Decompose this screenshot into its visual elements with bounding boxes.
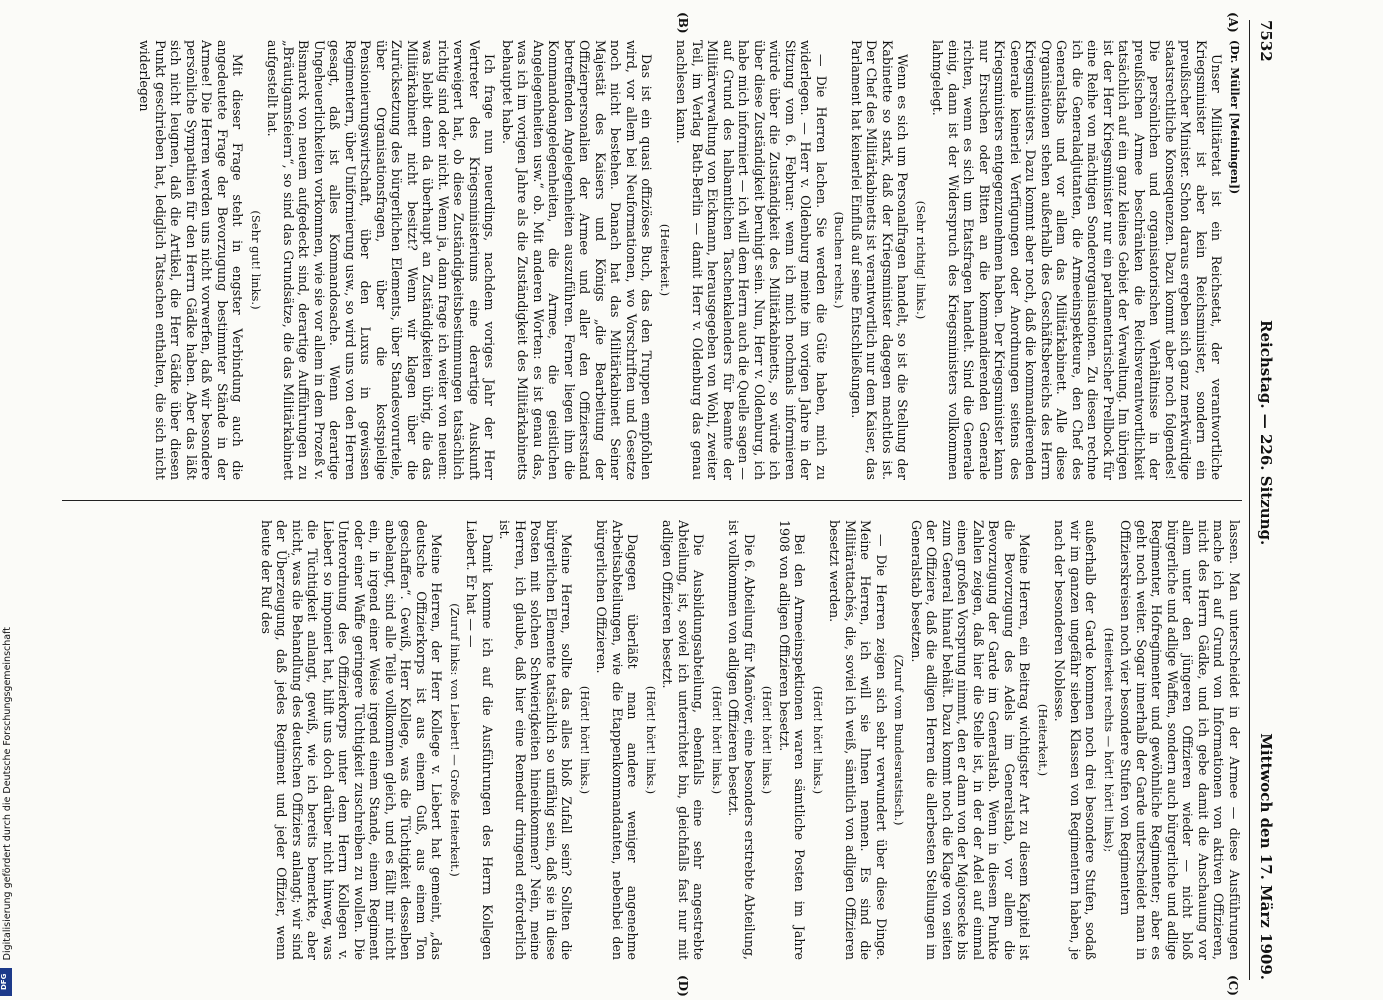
margin-marker-b: (B) <box>676 12 690 34</box>
margin-marker-d: (D) <box>676 975 690 997</box>
margin-marker-a: (A) <box>1226 12 1240 33</box>
paragraph: Die 6. Abteilung für Manöver, eine besonders erstrebte Abteilung, ist vollkommen von adligen Offizieren besetzt. <box>726 520 757 960</box>
paragraph: Meine Herren, ein Beitrag wichtigster Art zu diesem Kapitel ist die Bevorzugung des Adels im Generalstab, vor allem die Bevorzugung der Garde im Generalstab. Wenn in diesem Punkte Zahlen zeigen, daß hier die Stelle ist, in der der Adel auf einmal einen großen Vorsprung nimmt, den er dann von der Majorsecke bis zum General hinauf behält. Dazu kommt noch die Klage von seiten der Offiziere, daß die adligen Herren die allerbesten Stellungen im Generalstab besetzen. <box>909 520 1033 960</box>
column-divider <box>62 500 1242 501</box>
interjection: (Sehr richtig! links.) <box>914 200 928 320</box>
paragraph: Damit komme ich auf die Ausführungen des Herrn Kollegen Liebert. Er hat — — <box>464 520 495 960</box>
paragraph: Meine Herren, der Herr Kollege v. Liebert hat gemeint, „das deutsche Offizierkorps ist aus einem Guß, aus einem Ton geschaffen“. Gewiß, Herr Kollege, was die Tüchtigkeit desselben anbelangt, sind alle Teile vollkommen gleich, und es fällt mir nicht ein, in irgend einer Weise irgend einem Stande, einem Regiment oder einer Waffe geringere Tüchtigkeit zuschreiben zu wollen. Die Unterordnung des Offizierkorps unter dem Herrn Kollegen v. Liebert so imponiert hat, hilft uns doch darüber nicht hinweg, was die Tüchtigkeit anlangt, gewiß, wie ich bereits bemerkte, aber nicht, was die Behandlung des deutschen Offiziers anlangt; wir sind der Überzeugung, daß jedes Regiment und jeder Offizier, wenn heute der Ruf des <box>259 520 445 960</box>
paragraph: — Die Herren lachen. Sie werden die Güte haben, mich zu widerlegen. — Herr v. Oldenburg meinte im vorigen Jahre in der Sitzung vom 6. Februar: wenn ich mich nochmals informieren würde über die Zuständigkeit des Militärkabinetts, so würde ich über diese Zuständigkeit beruhigt sein. Nun, Herr v. Oldenburg, ich habe mich informiert — ich will dem Herrn auch die Quelle sagen — auf Grund des halbamtlichen Taschenkalenders für Beamte der Militärverwaltung von Eickmann, herausgegeben von Wohl, zweiter Teil, im Verlag Bath-Berlin — damit Herr v. Oldenburg das genau nachlesen kann. <box>674 40 829 480</box>
left-text-column <box>62 40 1242 480</box>
interjection: (Sehr gut! links.) <box>249 210 263 310</box>
interjection: (Hört! hört! links.) <box>710 685 724 795</box>
interjection: (Heiterkeit.) <box>1036 703 1050 777</box>
interjection: (Heiterkeit rechts — hört! hört! links); <box>1102 627 1116 853</box>
page-number: 7532 <box>1257 20 1275 62</box>
footer-credit: Digitalisierung gefördert durch die Deutsche Forschungsgemeinschaft <box>2 626 13 960</box>
interjection: (Zuruf links: von Liebert! — Große Heiterkeit.) <box>448 603 462 877</box>
interjection: (Hört! hört! links.) <box>811 685 825 795</box>
paragraph: lassen. Man unterscheidet in der Armee — diese Ausführungen mache ich auf Grund von Informationen von aktiven Offizieren, nicht des Herrn Gädke, und ich gebe damit die Anschauung vor allem unter den jüngeren Offizieren wieder — nicht bloß bürgerliche und adlige Waffen, sondern auch bürgerliche und adlige Regimenter, Hofregimenter und gewöhnliche Regimenter; aber es geht noch weiter. Sogar innerhalb der Garde unterscheidet man in Offizierskreisen noch vier besondere Stufen von Regimentern <box>1118 520 1242 960</box>
paragraph: Die Ausbildungsabteilung, ebenfalls eine sehr angestrebte Abteilung, ist, soviel ich unterrichtet bin, gleichfalls fast nur mit adligen Offizieren besetzt. <box>660 520 707 960</box>
paragraph: Ich frage nun neuerdings, nachdem voriges Jahr der Herr Vertreter des Kriegsministeriums eine derartige Auskunft verweigert hat, ob diese Zuständigkeitsbestimmungen tatsächlich richtig sind oder nicht. Wenn ja, dann frage ich weiter von neuem: was bleibt denn da überhaupt an Zuständigkeiten übrig, die das Militärkabinett nicht besitzt? Wenn wir klagen über die Zurücksetzung des bürgerlichen Elements, über Standesvorurteile, über Organisationsfragen, über die kostspielige Pensionierungswirtschaft, über den Luxus in gewissen Regimentern, über Uniformierung usw., so wird uns von den Herren gesagt, daß ist alles Kommandosache. Wenn derartige Ungeheuerlichkeiten vorkommen, wie sie vor allem in dem Prozeß v. Bismarck von neuem aufgedeckt sind, derartige Aufführungen zu „Bräutigamsfeiern“, so sind das Grundsätze, die das Militärkabinett aufgestellt hat. <box>265 40 498 480</box>
digitization-footer <box>0 0 12 1000</box>
speaker-label: (Dr. Müller [Meiningen]) <box>1228 40 1241 195</box>
interjection: (Zuruf vom Bundesratstisch.) <box>892 654 907 826</box>
right-text-column <box>62 520 1242 960</box>
paragraph: Meine Herren, sollte das alles bloß Zufall sein? Sollten die bürgerlichen Elemente tatsächlich so unfähig sein, daß sie in diese Posten mit solchen Schwierigkeiten hineinkommen? Nein, meine Herren, ich glaube, daß hier eine Remedur dringend erforderlich ist. <box>497 520 575 960</box>
rotated-newspaper-page <box>40 0 1330 1000</box>
dfg-logo: DFG <box>0 968 12 996</box>
paragraph: Das ist ein quasi offiziöses Buch, das den Truppen empfohlen wird, vor allem bei Neuformationen, wo Vorschriften und Gesetze noch nicht bestehen. Danach hat das Militärkabinett Seiner Majestät des Kaisers und Königs „die Bearbeitung der Offizierpersonalien der Armee und aller den Offiziersstand betreffenden Angelegenheiten auszuführen. Ferner liegen ihm die Kommandoangelegenheiten, die Armee, die geistlichen Angelegenheiten usw.“ ob. Mit anderen Worten: es ist genau das, was ich im vorigen Jahre als die Zuständigkeit des Militärkabinetts behauptet habe. <box>500 40 655 480</box>
header-rule <box>1249 20 1250 980</box>
paragraph: Bei den Armeeinspektionen waren sämtliche Posten im Jahre 1908 von adligen Offizieren besetzt. <box>777 520 808 960</box>
interjection: (Buchen rechts.) <box>832 211 847 309</box>
paragraph: Unser Militäretat ist ein Reichsetat, der verantwortliche Kriegsminister ist aber kein Reichsminister, sondern ein preußischer Minister. Schon daraus ergeben sich ganz merkwürdige staatsrechtliche Konsequenzen. Dazu kommt aber noch folgendes! Die persönlichen und organisatorischen Verhältnisse in der preußischen Armee beschränken die Reichsverantwortlichkeit tatsächlich auf ein ganz kleines Gebiet der Verwaltung. Im übrigen ist der Herr Kriegsminister nur ein parlamentarischer Prellbock für eine Reihe von mächtigen Sonderorganisationen. Zu diesen rechne ich die Generaladjutanten, die Armeeinspekteure, den Chef des Generalstabs und vor allem das Militärkabinett. Alle diese Organisationen stehen außerhalb des Geschäftsbereichs des Herrn Kriegsministers. Dazu kommt aber noch, daß die kommandierenden Generale keinerlei Verfügungen oder Anordnungen seitens des Kriegsministers entgegenzunehmen haben. Der Kriegsminister kann nur Ersuchen oder Bitten an die kommandierenden Generale richten, wenn es sich um Etatsfragen handelt. Sind die Generale einig, dann ist der Widerspruch des Kriegsministers vollkommen lahmgelegt. <box>930 40 1225 480</box>
interjection: (Hört! hört! links.) <box>578 685 592 795</box>
margin-marker-c: (C) <box>1226 975 1240 996</box>
paragraph: — Die Herren zeigen sich sehr verwundert über diese Dinge. Meine Herren, ich will sie Ihnen nennen. Es sind die Militärattachés, die, soviel ich weiß, sämtlich von adligen Offizieren besetzt werden. <box>827 520 889 960</box>
page-header <box>1251 20 1275 980</box>
interjection: (Hört! hört! links.) <box>644 685 658 795</box>
interjection: (Heiterkeit.) <box>658 223 672 297</box>
paragraph: Wenn es sich um Personalfragen handelt, so ist die Stellung der Kabinette so stark, daß der Kriegsminister dagegen machtlos ist. Der Chef des Militärkabinetts ist verantwortlich nur dem Kaiser, das Parlament hat keinerlei Einfluß auf seine Entschließungen. <box>849 40 911 480</box>
page-title: Reichstag. — 226. Sitzung. <box>1257 320 1275 546</box>
paragraph: Dagegen überläßt man andere weniger angenehme Arbeitsabteilungen, wie die Etappenkommandanten, nebenbei den bürgerlichen Offizieren. <box>594 520 641 960</box>
paragraph: außerhalb der Garde kommen noch drei besondere Stufen, sodaß wir im ganzen ungefähr sieben Klassen von Regimentern haben, je nach der besonderen Noblesse. <box>1052 520 1099 960</box>
interjection: (Hört! hört! links.) <box>760 685 775 795</box>
session-date: Mittwoch den 17. März 1909. <box>1257 733 1275 980</box>
paragraph: Mit dieser Frage steht in engster Verbindung auch die angedeutete Frage der Bevorzugung bestimmter Stände in der Armee! Die Herren werden uns nicht vorwerfen, daß wir besondere persönliche Sympathien für den Herrn Gädke haben. Aber das läßt sich nicht leugnen, daß die Artikel, die Herr Gädke über diesen Punkt geschrieben hat, lediglich Tatsachen enthalten, die sich nicht widerlegen <box>137 40 246 480</box>
